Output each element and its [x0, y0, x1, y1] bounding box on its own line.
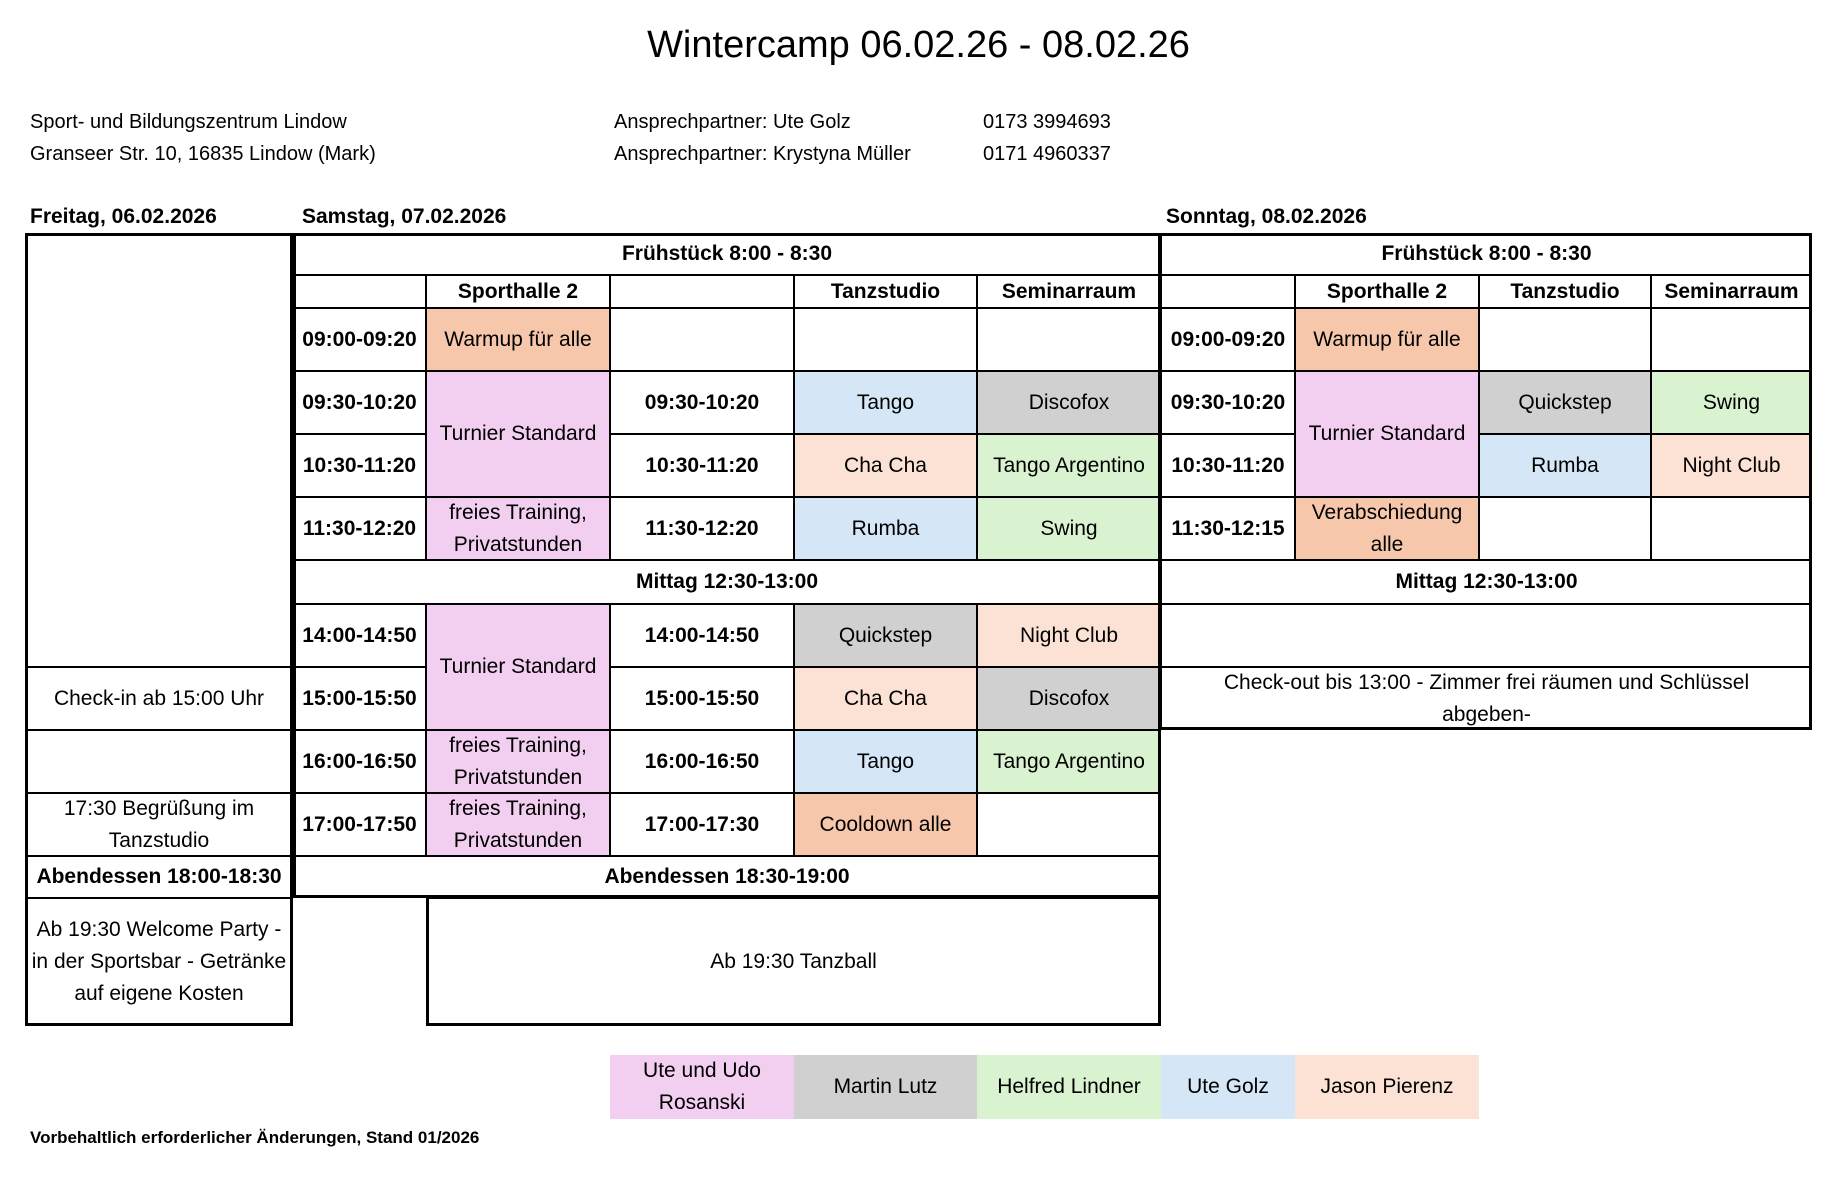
saturday-time-b: 09:30-10:20 — [610, 371, 794, 434]
contact-2-phone: 0171 4960337 — [983, 143, 1111, 165]
sunday-tanzstudio-session: Rumba — [1479, 434, 1651, 497]
sunday-room-sporthalle: Sporthalle 2 — [1295, 275, 1479, 308]
sunday-sporthalle-warmup: Warmup für alle — [1295, 308, 1479, 371]
friday-checkin: Check-in ab 15:00 Uhr — [25, 667, 293, 730]
day-header-saturday: Samstag, 07.02.2026 — [302, 205, 507, 228]
sunday-empty-block — [1161, 604, 1812, 667]
sunday-time: 09:00-09:20 — [1161, 308, 1295, 371]
legend-rosanski: Ute und Udo Rosanski — [610, 1055, 794, 1119]
day-header-friday: Freitag, 06.02.2026 — [30, 205, 217, 228]
legend-lindner: Helfred Lindner — [977, 1055, 1161, 1119]
saturday-tanzstudio-cooldown: Cooldown alle — [794, 793, 977, 856]
saturday-empty-slot — [794, 308, 977, 371]
sunday-sporthalle-farewell: Verabschiedung alle — [1295, 497, 1479, 560]
saturday-lunch: Mittag 12:30-13:00 — [293, 560, 1161, 604]
sunday-empty-slot — [1479, 308, 1651, 371]
saturday-time: 17:00-17:50 — [293, 793, 426, 856]
saturday-dinner: Abendessen 18:30-19:00 — [293, 856, 1161, 898]
footer-note: Vorbehaltlich erforderlicher Änderungen, Stand 01/2026 — [30, 1128, 480, 1147]
contact-2-name: Ansprechpartner: Krystyna Müller — [614, 143, 911, 165]
sunday-tanzstudio-session: Quickstep — [1479, 371, 1651, 434]
friday-empty-slot — [25, 730, 293, 793]
saturday-time-b: 11:30-12:20 — [610, 497, 794, 560]
saturday-time: 15:00-15:50 — [293, 667, 426, 730]
saturday-tanzstudio-session: Cha Cha — [794, 434, 977, 497]
day-header-sunday: Sonntag, 08.02.2026 — [1166, 205, 1367, 228]
sunday-room-seminarraum: Seminarraum — [1651, 275, 1812, 308]
saturday-time: 10:30-11:20 — [293, 434, 426, 497]
friday-welcome-party: Ab 19:30 Welcome Party - in der Sportsbar - Getränke auf eigene Kosten — [25, 898, 293, 1026]
sunday-room-header-empty — [1161, 275, 1295, 308]
friday-empty-block — [25, 233, 293, 667]
sunday-lunch: Mittag 12:30-13:00 — [1161, 560, 1812, 604]
saturday-empty-slot — [977, 793, 1161, 856]
saturday-seminarraum-session: Discofox — [977, 667, 1161, 730]
saturday-sporthalle-turnier-standard: Turnier Standard — [426, 371, 610, 497]
saturday-tanzball: Ab 19:30 Tanzball — [426, 898, 1161, 1026]
page-title: Wintercamp 06.02.26 - 08.02.26 — [647, 24, 1190, 66]
saturday-time-b: 17:00-17:30 — [610, 793, 794, 856]
saturday-sporthalle-free-training: freies Training, Privatstunden — [426, 793, 610, 856]
sunday-empty-slot — [1479, 497, 1651, 560]
saturday-sporthalle-free-training: freies Training, Privatstunden — [426, 497, 610, 560]
saturday-sporthalle-turnier-standard: Turnier Standard — [426, 604, 610, 730]
sunday-checkout: Check-out bis 13:00 - Zimmer frei räumen und Schlüssel abgeben- — [1161, 667, 1812, 730]
saturday-seminarraum-session: Tango Argentino — [977, 434, 1161, 497]
legend-golz: Ute Golz — [1161, 1055, 1295, 1119]
saturday-time-b: 16:00-16:50 — [610, 730, 794, 793]
saturday-room-seminarraum: Seminarraum — [977, 275, 1161, 308]
saturday-time: 16:00-16:50 — [293, 730, 426, 793]
sunday-empty-slot — [1651, 308, 1812, 371]
saturday-time: 11:30-12:20 — [293, 497, 426, 560]
sunday-room-tanzstudio: Tanzstudio — [1479, 275, 1651, 308]
saturday-empty-slot — [610, 308, 794, 371]
saturday-time: 09:00-09:20 — [293, 308, 426, 371]
contact-1-phone: 0173 3994693 — [983, 111, 1111, 133]
saturday-sporthalle-warmup: Warmup für alle — [426, 308, 610, 371]
saturday-room-header-empty — [293, 275, 426, 308]
saturday-seminarraum-session: Night Club — [977, 604, 1161, 667]
sunday-time: 11:30-12:15 — [1161, 497, 1295, 560]
saturday-tanzstudio-session: Tango — [794, 730, 977, 793]
legend-pierenz: Jason Pierenz — [1295, 1055, 1479, 1119]
saturday-empty-slot — [977, 308, 1161, 371]
saturday-tanzstudio-session: Cha Cha — [794, 667, 977, 730]
saturday-time-b: 14:00-14:50 — [610, 604, 794, 667]
saturday-sporthalle-free-training: freies Training, Privatstunden — [426, 730, 610, 793]
saturday-seminarraum-session: Discofox — [977, 371, 1161, 434]
legend-lutz: Martin Lutz — [794, 1055, 977, 1119]
sunday-sporthalle-turnier-standard: Turnier Standard — [1295, 371, 1479, 497]
saturday-room-header-empty — [610, 275, 794, 308]
venue-address: Granseer Str. 10, 16835 Lindow (Mark) — [30, 143, 376, 165]
saturday-room-tanzstudio: Tanzstudio — [794, 275, 977, 308]
saturday-tanzstudio-session: Rumba — [794, 497, 977, 560]
friday-dinner: Abendessen 18:00-18:30 — [25, 856, 293, 898]
saturday-tanzstudio-session: Quickstep — [794, 604, 977, 667]
saturday-time-b: 15:00-15:50 — [610, 667, 794, 730]
saturday-time: 09:30-10:20 — [293, 371, 426, 434]
saturday-tanzstudio-session: Tango — [794, 371, 977, 434]
saturday-time: 14:00-14:50 — [293, 604, 426, 667]
sunday-time: 10:30-11:20 — [1161, 434, 1295, 497]
sunday-breakfast: Frühstück 8:00 - 8:30 — [1161, 233, 1812, 275]
saturday-seminarraum-session: Swing — [977, 497, 1161, 560]
saturday-breakfast: Frühstück 8:00 - 8:30 — [293, 233, 1161, 275]
contact-1-name: Ansprechpartner: Ute Golz — [614, 111, 851, 133]
saturday-room-sporthalle: Sporthalle 2 — [426, 275, 610, 308]
sunday-empty-slot — [1651, 497, 1812, 560]
venue-name: Sport- und Bildungszentrum Lindow — [30, 111, 347, 133]
sunday-seminarraum-session: Swing — [1651, 371, 1812, 434]
friday-welcome: 17:30 Begrüßung im Tanzstudio — [25, 793, 293, 856]
sunday-seminarraum-session: Night Club — [1651, 434, 1812, 497]
sunday-time: 09:30-10:20 — [1161, 371, 1295, 434]
saturday-time-b: 10:30-11:20 — [610, 434, 794, 497]
saturday-seminarraum-session: Tango Argentino — [977, 730, 1161, 793]
